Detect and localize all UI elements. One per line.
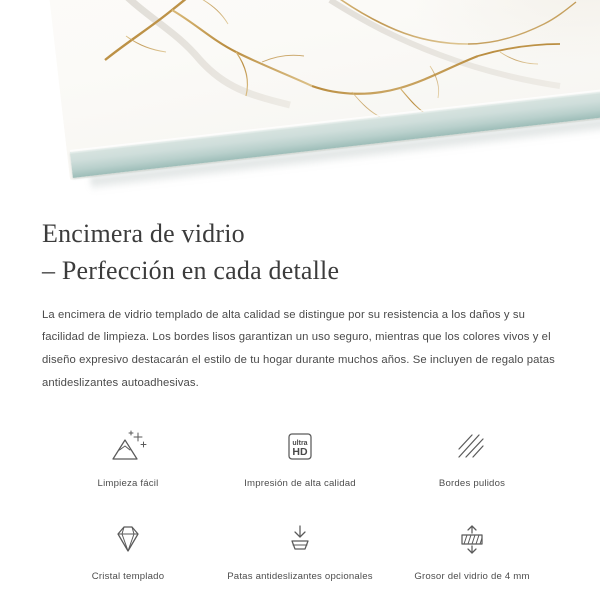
polished-edges-icon [387, 424, 557, 470]
hero-image-inner [0, 0, 600, 200]
content-area [0, 216, 600, 583]
product-description-text: La encimera de vidrio templado de alta calidad se distingue por su resistencia a los daños y su facilidad de limpieza. Los bordes lisos garantizan un uso seguro, mientras que los colores vivos y el diseño expresivo destacarán el estilo de tu hogar durante muchos años. Se incluyen de regalo patas antideslizantes autoadhesivas. [42, 308, 555, 389]
feature-label: Impresión de alta calidad [244, 478, 356, 490]
page-title [42, 216, 558, 290]
feature-item [387, 424, 557, 490]
feature-label: Grosor del vidrio de 4 mm [414, 570, 530, 582]
feature-grid [42, 424, 558, 583]
page-title-line-1: Encimera de vidrio [42, 219, 245, 248]
feature-item [43, 424, 213, 490]
feature-item [215, 517, 385, 583]
feature-label: Bordes pulidos [438, 478, 506, 490]
easy-cleaning-icon [43, 424, 213, 470]
feature-item [387, 517, 557, 583]
ultra-hd-badge-top: ultra [292, 440, 308, 448]
feature-label: Limpieza fácil [97, 478, 159, 490]
ultra-hd-icon [215, 424, 385, 470]
page-title-line-2: – Perfección en cada detalle [42, 255, 340, 285]
ultra-hd-badge-bottom: HD [292, 446, 308, 459]
feature-label: Cristal templado [91, 570, 165, 582]
tempered-glass-icon [43, 517, 213, 563]
feature-item [215, 424, 385, 490]
hero-image [0, 0, 600, 200]
feature-label: Patas antideslizantes opcionales [227, 570, 373, 582]
glass-thickness-icon [387, 517, 557, 563]
anti-slip-feet-icon [215, 517, 385, 563]
feature-item [43, 517, 213, 583]
